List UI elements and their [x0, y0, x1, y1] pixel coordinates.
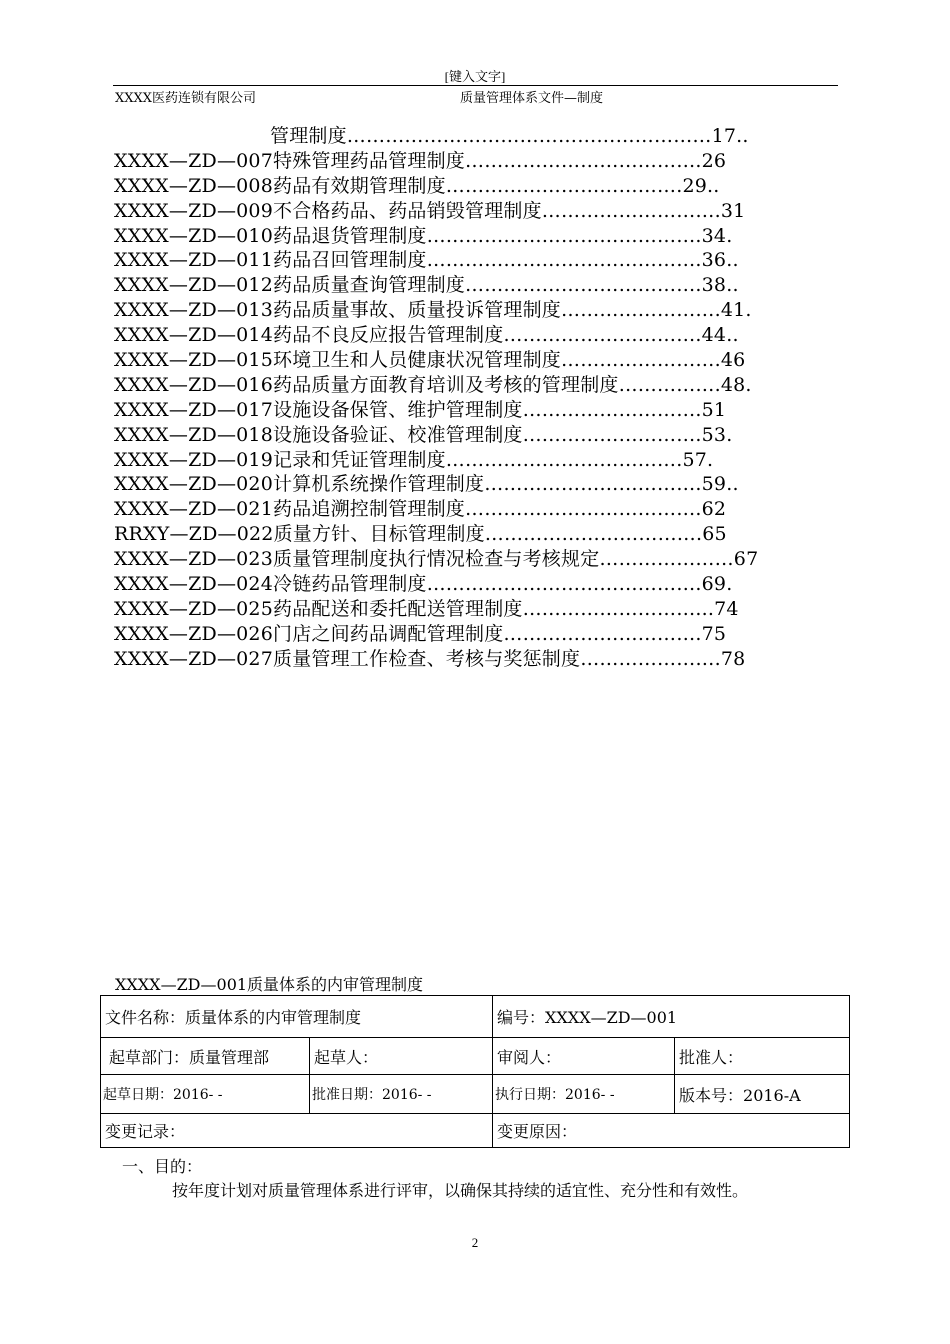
draft-date-cell: 起草日期：2016- - — [101, 1075, 310, 1114]
table-of-contents — [114, 124, 844, 672]
header-doc-type: 质量管理体系文件—制度 — [460, 91, 604, 106]
approver-cell: 批准人： — [675, 1038, 850, 1075]
toc-entry[interactable]: XXXX—ZD—023质量管理制度执行情况检查与考核规定…………………67 — [114, 548, 759, 571]
document-info-table — [100, 995, 850, 1148]
change-record-cell: 变更记录： — [101, 1114, 493, 1148]
dept-cell: 起草部门：质量管理部 — [101, 1038, 310, 1075]
purpose-text: 按年度计划对质量管理体系进行评审，以确保其持续的适宜性、充分性和有效性。 — [172, 1181, 749, 1200]
change-reason-cell: 变更原因： — [493, 1114, 850, 1148]
toc-entry[interactable]: XXXX—ZD—007特殊管理药品管理制度……………………………….26 — [114, 149, 727, 172]
reviewer-cell: 审阅人： — [493, 1038, 675, 1075]
toc-entry[interactable]: XXXX—ZD—027质量管理工作检查、考核与奖惩制度………………….78 — [114, 647, 746, 670]
version-cell: 版本号：2016-A — [675, 1075, 850, 1114]
number-cell: 编号：XXXX—ZD—001 — [493, 996, 850, 1038]
file-name-cell: 文件名称：质量体系的内审管理制度 — [101, 996, 493, 1038]
toc-entry[interactable]: XXXX—ZD—013药品质量事故、质量投诉管理制度…………………….41. — [114, 299, 752, 322]
toc-entry[interactable]: XXXX—ZD—026门店之间药品调配管理制度………………………….75 — [114, 622, 727, 645]
toc-entry[interactable]: XXXX—ZD—012药品质量查询管理制度……………………………….38.. — [114, 274, 739, 297]
drafter-cell: 起草人： — [310, 1038, 493, 1075]
exec-date-cell: 执行日期：2016- - — [493, 1075, 675, 1114]
purpose-heading: 一、目的： — [122, 1157, 203, 1176]
toc-entry[interactable]: XXXX—ZD—020计算机系统操作管理制度…………………………….59.. — [114, 473, 739, 496]
toc-entry[interactable]: XXXX—ZD—009不合格药品、药品销毁管理制度……………………….31 — [114, 199, 746, 222]
page-number: 2 — [471, 1235, 479, 1250]
toc-entry[interactable]: XXXX—ZD—015环境卫生和人员健康状况管理制度…………………….46 — [114, 349, 746, 372]
toc-entry[interactable]: XXXX—ZD—018设施设备验证、校准管理制度……………………….53. — [114, 423, 733, 446]
toc-entry[interactable]: XXXX—ZD—017设施设备保管、维护管理制度……………………….51 — [114, 398, 727, 421]
toc-entry[interactable]: XXXX—ZD—024冷链药品管理制度…………………………………….69. — [114, 573, 733, 596]
header-top-text: [键入文字] — [444, 69, 506, 84]
toc-entry[interactable]: XXXX—ZD—021药品追溯控制管理制度……………………………….62 — [114, 498, 727, 521]
toc-entry[interactable]: 管理制度…………………………………………………17.. — [270, 125, 749, 147]
toc-entry[interactable]: XXXX—ZD—025药品配送和委托配送管理制度………………………...74 — [114, 597, 739, 620]
toc-entry[interactable]: XXXX—ZD—011药品召回管理制度…………………………………….36.. — [114, 249, 739, 272]
toc-entry[interactable]: XXXX—ZD—019记录和凭证管理制度……………………………….57. — [114, 448, 714, 471]
header-rule — [113, 85, 838, 86]
approve-date-cell: 批准日期：2016- - — [310, 1075, 493, 1114]
section-title: XXXX—ZD—001质量体系的内审管理制度 — [115, 975, 424, 994]
toc-entry[interactable]: XXXX—ZD—016药品质量方面教育培训及考核的管理制度…………….48. — [114, 373, 752, 396]
header-company: XXXX医药连锁有限公司 — [115, 91, 257, 106]
toc-entry[interactable]: XXXX—ZD—014药品不良反应报告管理制度………………………….44.. — [114, 324, 739, 347]
toc-entry[interactable]: XXXX—ZD—010药品退货管理制度…………………………………….34. — [114, 224, 733, 247]
toc-entry[interactable]: RRXY—ZD—022质量方针、目标管理制度…………………………….65 — [114, 523, 727, 546]
toc-entry[interactable]: XXXX—ZD—008药品有效期管理制度……………………………….29.. — [114, 174, 720, 197]
